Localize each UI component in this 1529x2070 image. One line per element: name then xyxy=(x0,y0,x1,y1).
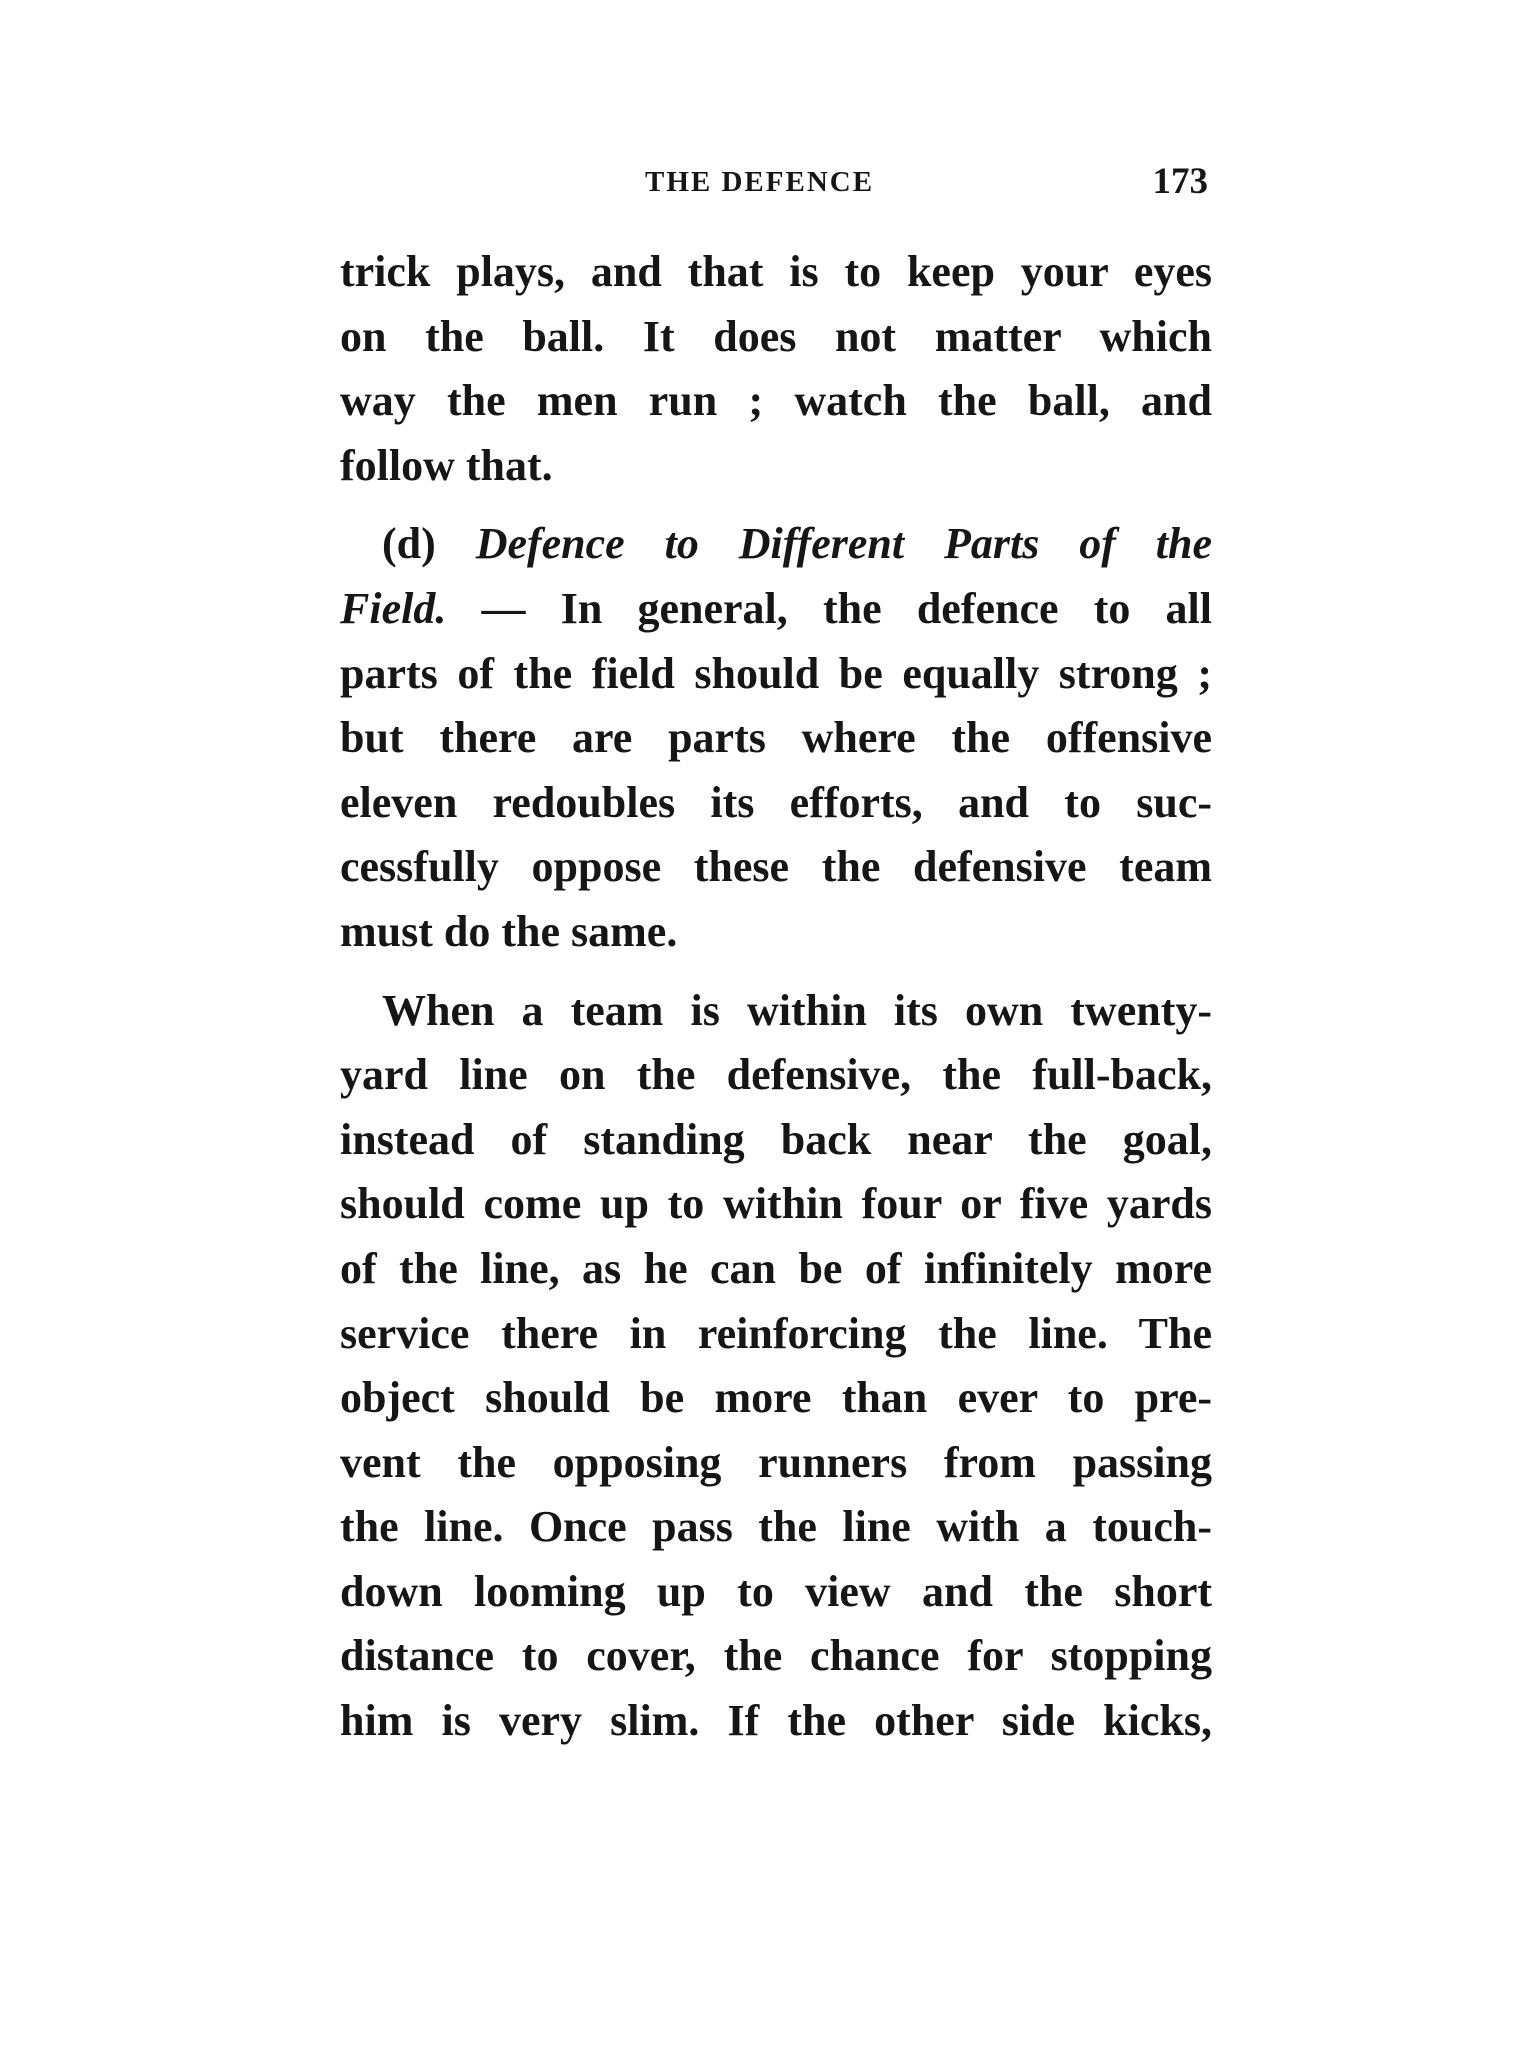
section-heading: Defence to Different Parts of the xyxy=(475,519,1213,569)
text-line: should come up to within four or five yards xyxy=(340,1179,1212,1229)
page-header xyxy=(340,160,1212,204)
text-line: When a team is within its own twenty- xyxy=(382,985,1212,1035)
text-line: must do the same. xyxy=(340,906,678,956)
text-line: eleven redoubles its efforts, and to suc- xyxy=(340,777,1212,827)
paragraph-1 xyxy=(340,240,1212,498)
text-line: him is very slim. If the other side kicks, xyxy=(340,1696,1212,1746)
text-line: down looming up to view and the short xyxy=(340,1566,1212,1616)
text-line: vent the opposing runners from passing xyxy=(340,1437,1212,1487)
text-line: but there are parts where the offensive xyxy=(340,713,1212,763)
text-line xyxy=(340,512,1212,577)
text-line: parts of the field should be equally strong ; xyxy=(340,648,1212,698)
text-line: trick plays, and that is to keep your eyes xyxy=(340,247,1212,296)
text-line: yard line on the defensive, the full-back, xyxy=(340,1050,1212,1100)
text-line: the line. Once pass the line with a touch- xyxy=(340,1502,1212,1552)
text-line: instead of standing back near the goal, xyxy=(340,1114,1212,1164)
section-label: (d) xyxy=(382,519,436,569)
page-number: 173 xyxy=(1152,161,1208,202)
text-line: cessfully oppose these the defensive team xyxy=(340,842,1212,892)
text-line: object should be more than ever to pre- xyxy=(340,1373,1212,1423)
em-dash: — xyxy=(446,583,561,633)
section-heading-end: Field. xyxy=(340,583,447,633)
text-line: service there in reinforcing the line. The xyxy=(340,1308,1212,1358)
text-line: on the ball. It does not matter which xyxy=(340,311,1212,361)
text-line: way the men run ; watch the ball, and xyxy=(340,376,1212,426)
paragraph-2 xyxy=(340,512,1212,964)
text-line: distance to cover, the chance for stopping xyxy=(340,1631,1212,1681)
page-body xyxy=(340,240,1212,1754)
text-line: of the line, as he can be of infinitely more xyxy=(340,1243,1212,1293)
running-head: THE DEFENCE xyxy=(645,166,875,198)
section-text-start: In general, the defence to all xyxy=(560,583,1213,633)
text-line: follow that. xyxy=(340,440,553,490)
text-line xyxy=(340,577,1212,642)
paragraph-3 xyxy=(340,979,1212,1754)
